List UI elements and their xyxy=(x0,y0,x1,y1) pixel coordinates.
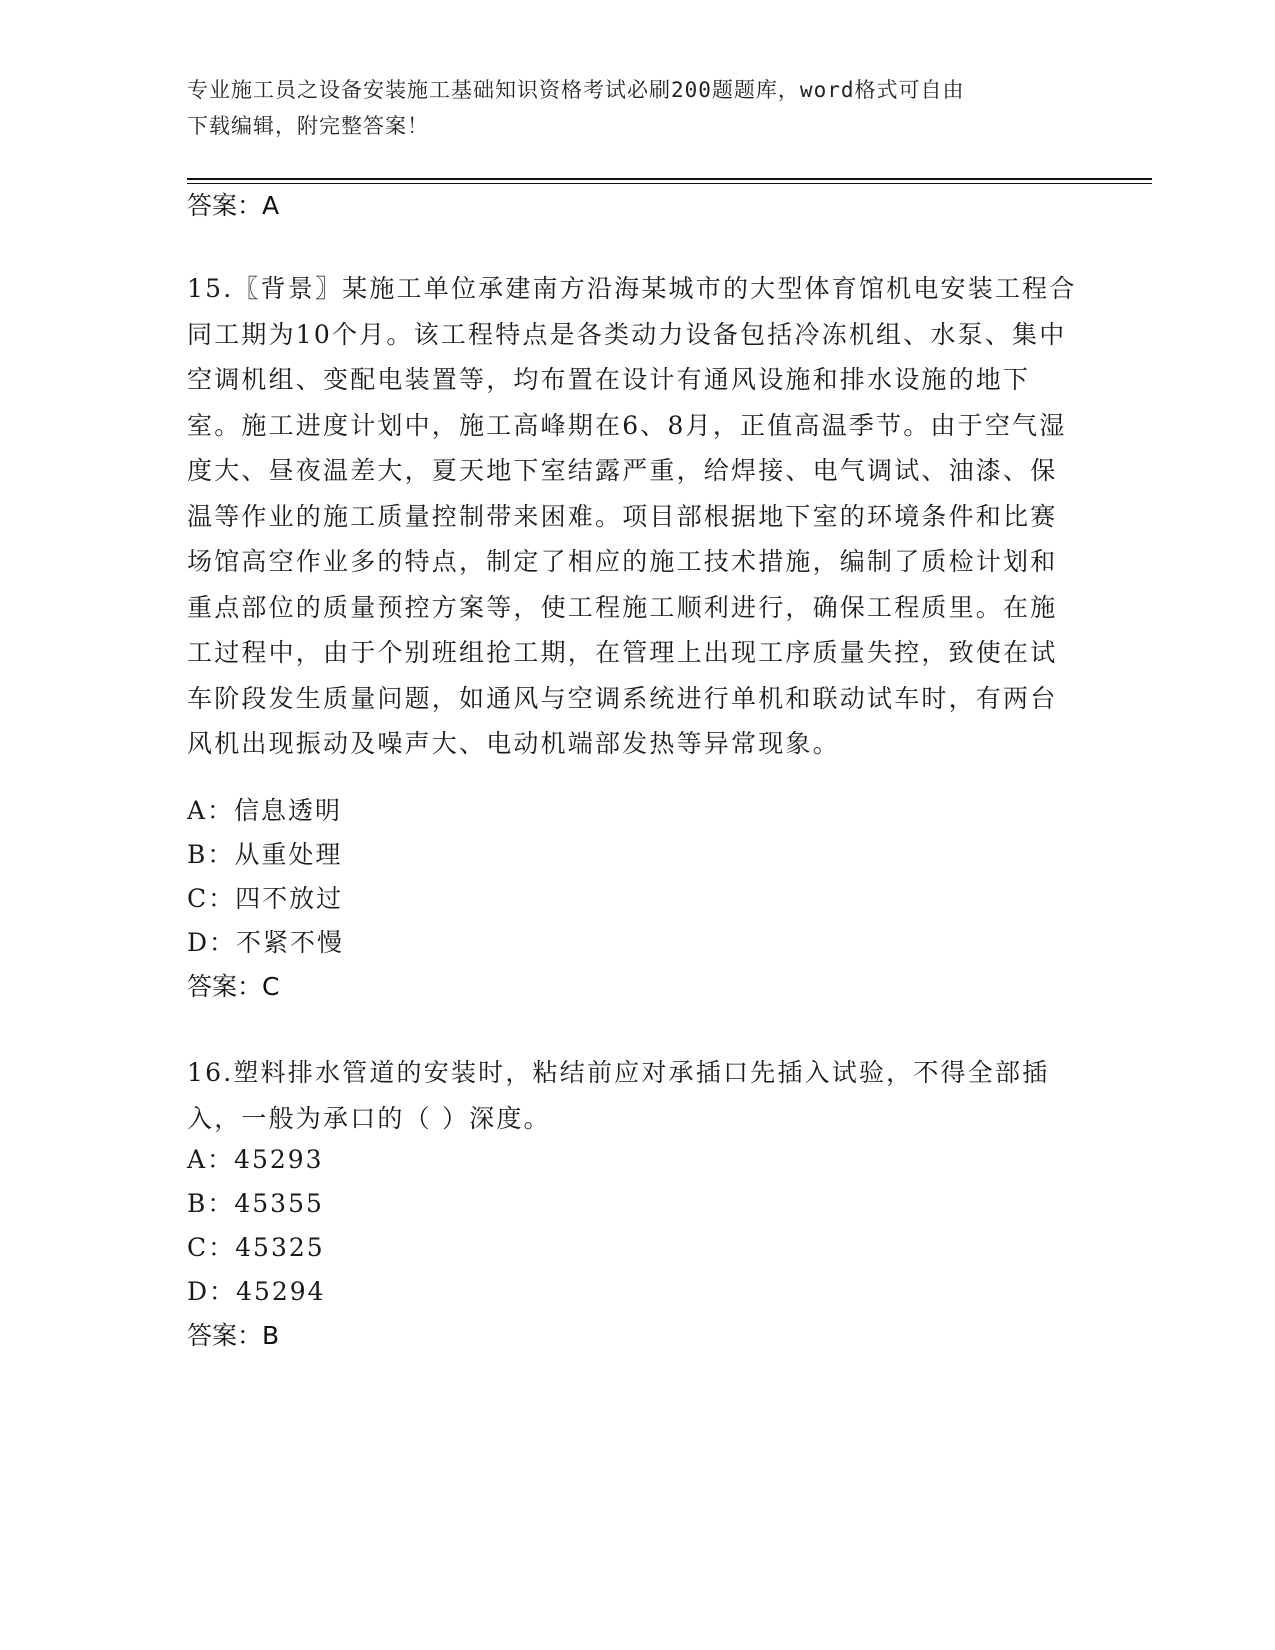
document-header xyxy=(187,72,1087,144)
question-16-option-b: B：45355 xyxy=(187,1189,324,1218)
question-15-answer: 答案：C xyxy=(187,972,280,1001)
header-divider-thick xyxy=(187,178,1152,180)
header-line-2: 下载编辑，附完整答案！ xyxy=(187,114,429,138)
question-15-text: 15.〖背景〗某施工单位承建南方沿海某城市的大型体育馆机电安装工程合同工期为10个月。该工程特点是各类动力设备包括冷冻机组、水泵、集中空调机组、变配电装置等，均布置在设计有通风设施和排水设施的地下室。施工进度计划中，施工高峰期在6、8月，正值高温季节。由于空气湿度大、昼夜温差大，夏天地下室结露严重，给焊接、电气调试、油漆、保温等作业的施工质量控制带来困难。项目部根据地下室的环境条件和比赛场馆高空作业多的特点，制定了相应的施工技术措施，编制了质检计划和重点部位的质量预控方案等，使工程施工顺利进行，确保工程质里。在施工过程中，由于个别班组抢工期，在管理上出现工序质量失控，致使在试车阶段发生质量问题，如通风与空调系统进行单机和联动试车时，有两台风机出现振动及噪声大、电动机端部发热等异常现象。 xyxy=(187,274,1077,758)
question-16-option-d: D：45294 xyxy=(187,1277,326,1306)
question-15-option-d: D：不紧不慢 xyxy=(187,928,345,957)
question-16-text: 16.塑料排水管道的安装时，粘结前应对承插口先插入试验，不得全部插入，一般为承口的（ ）深度。 xyxy=(187,1058,1050,1133)
question-15-option-c: C：四不放过 xyxy=(187,884,344,913)
question-16-answer: 答案：B xyxy=(187,1321,280,1350)
question-16-option-c: C：45325 xyxy=(187,1233,325,1262)
question-16-option-a: A：45293 xyxy=(187,1145,324,1174)
header-line-1: 专业施工员之设备安装施工基础知识资格考试必刷200题题库，word格式可自由 xyxy=(187,78,965,102)
previous-question-answer: 答案：A xyxy=(187,191,280,220)
question-15-option-b: B：从重处理 xyxy=(187,840,343,869)
question-15-option-a: A：信息透明 xyxy=(187,796,343,825)
header-divider-thin xyxy=(187,183,1152,184)
